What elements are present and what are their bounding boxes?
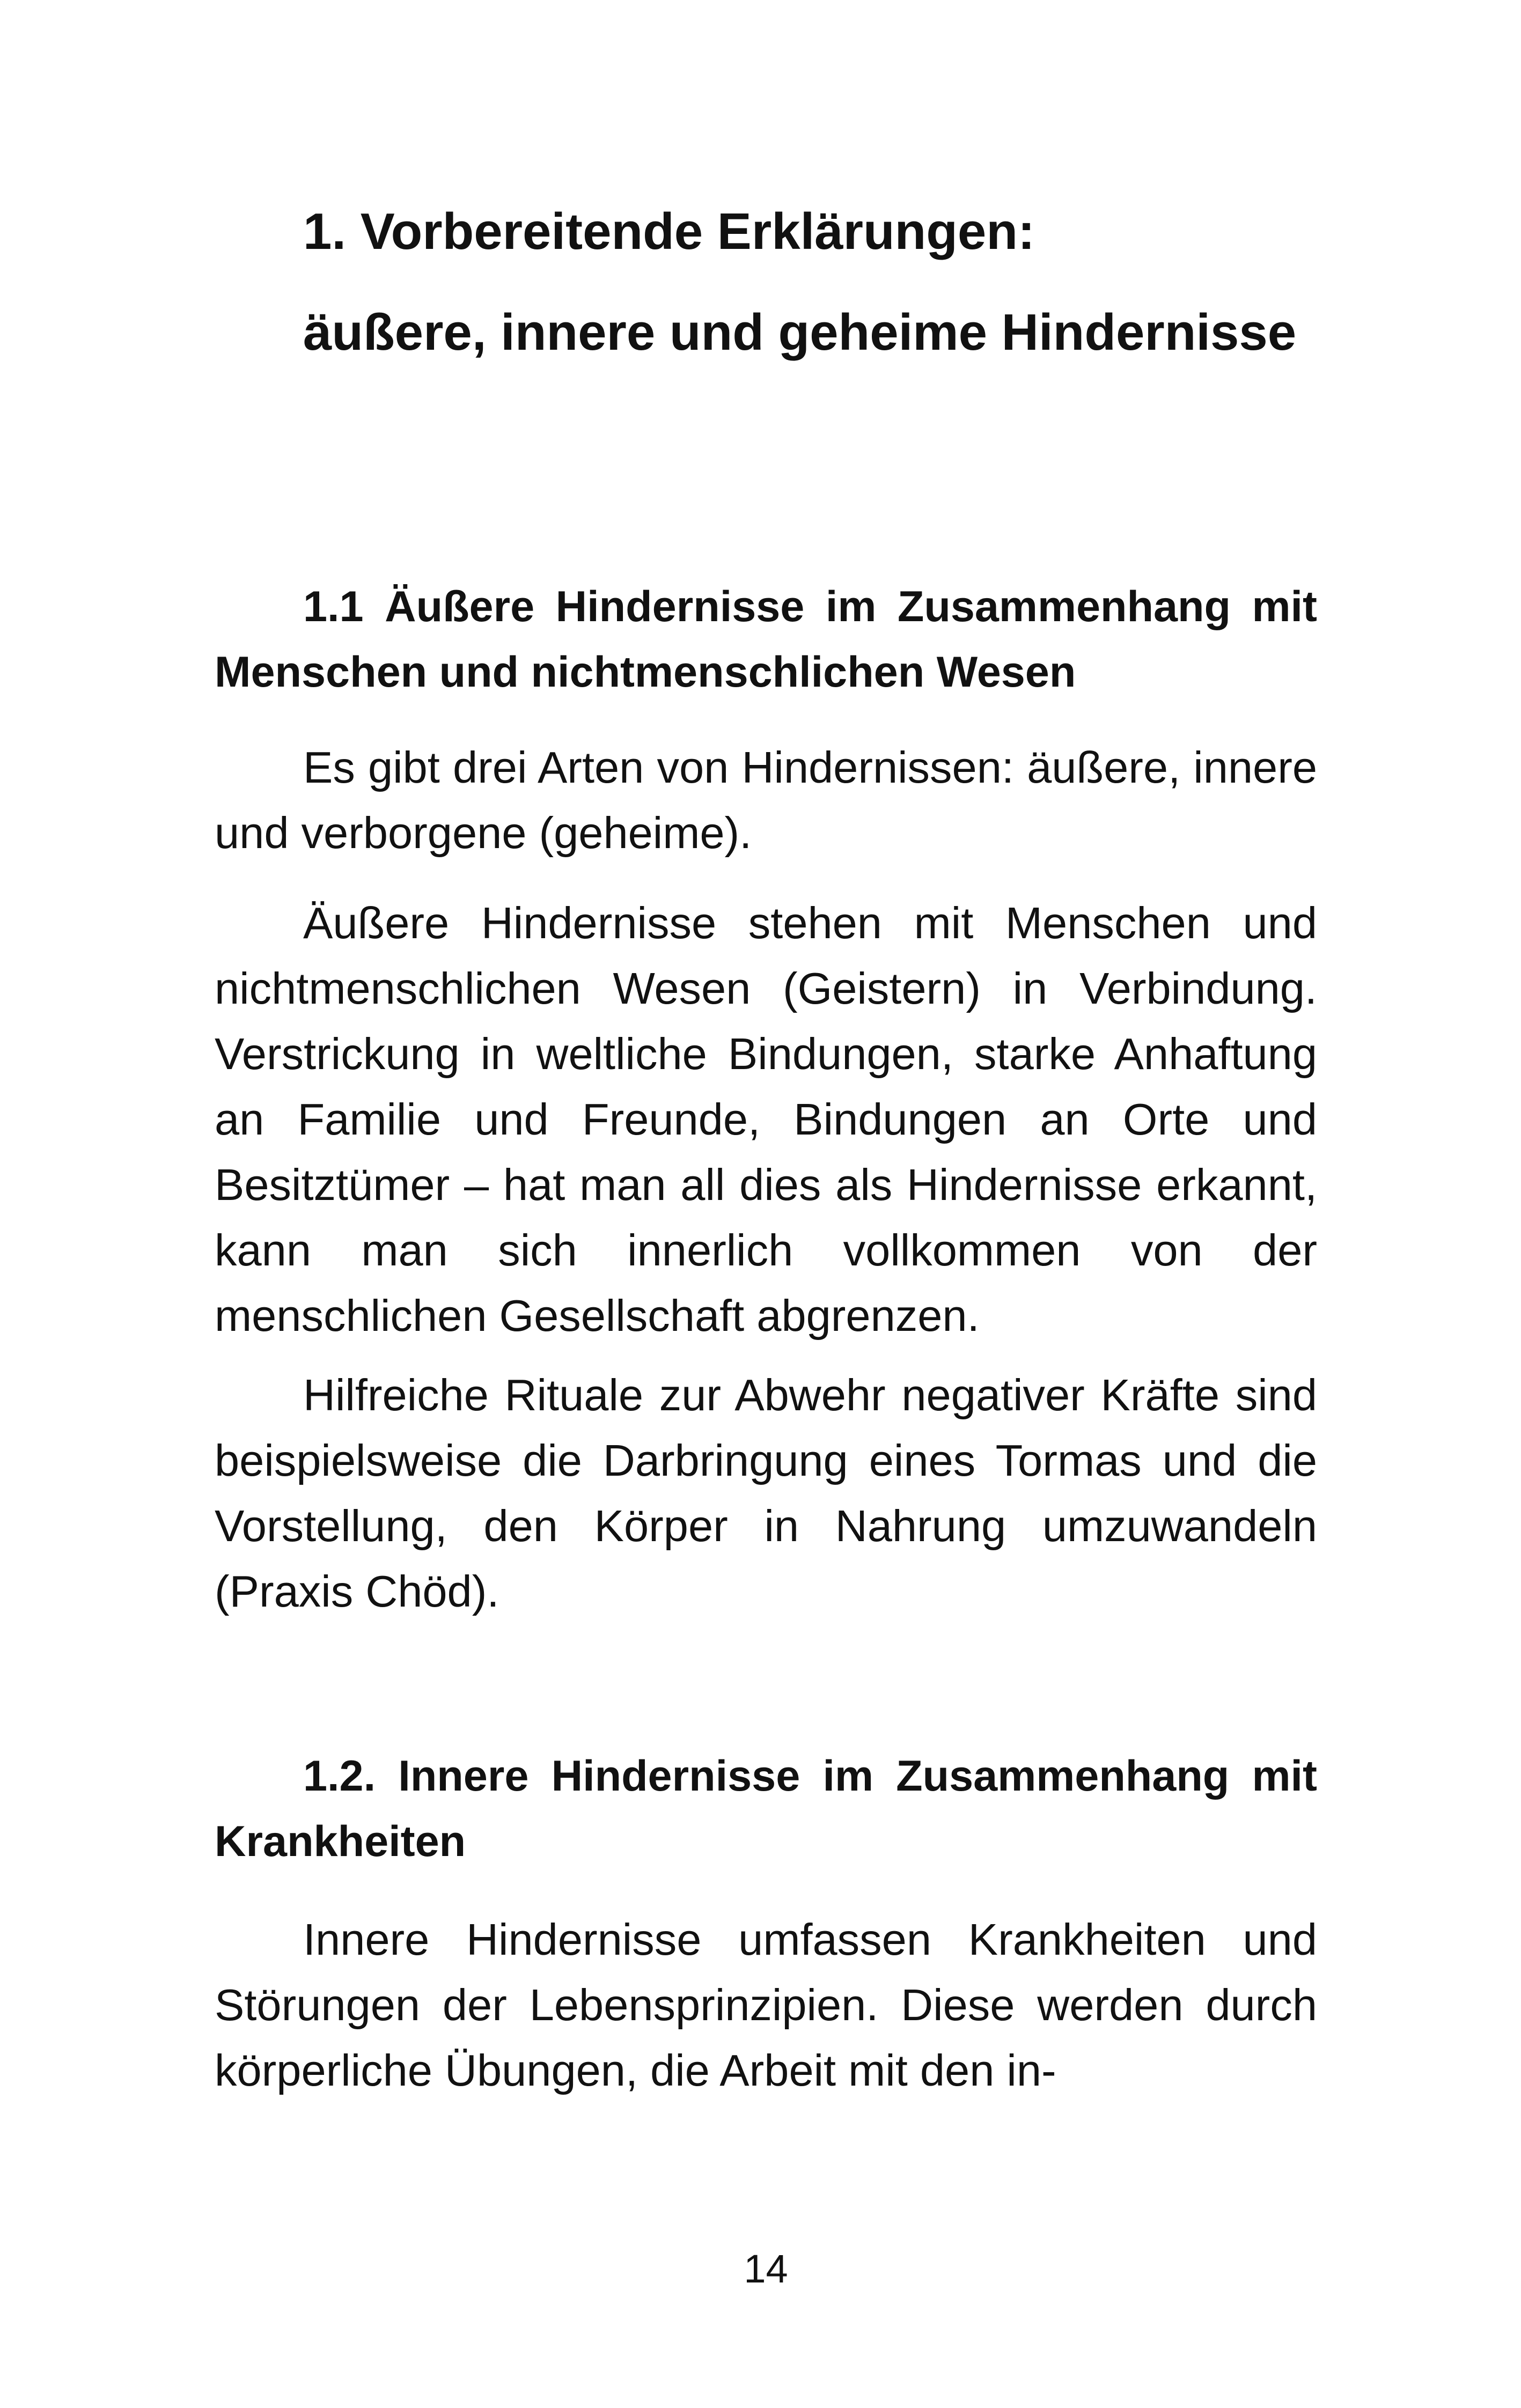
paragraph: Hilfreiche Rituale zur Abwehr negativer Kräfte sind beispielsweise die Darbringung eines Tormas und die Vorstellung, den Körper in Nahrung umzuwandeln (Praxis Chöd). xyxy=(215,1370,1317,1616)
paragraph: Äußere Hindernisse stehen mit Menschen und nichtmenschlichen Wesen (Geistern) in Verbindung. Verstrickung in weltliche Bindungen, starke Anhaftung an Familie und Freunde, Bindungen an Orte und Besitztümer – hat man all dies als Hindernisse erkannt, kann man sich innerlich vollkommen von der menschlichen Gesellschaft abgrenzen. xyxy=(215,898,1317,1341)
paragraph: Es gibt drei Arten von Hindernissen: äußere, innere und verborgene (geheime). xyxy=(215,742,1317,858)
book-page xyxy=(215,0,1317,2408)
paragraph: Innere Hindernisse umfassen Krankheiten und Störungen der Lebensprinzipien. Diese werden durch körperliche Übungen, die Arbeit mit den in- xyxy=(215,1914,1317,2095)
section-heading-1-1: 1.1 Äußere Hindernisse im Zusammenhang mit Menschen und nichtmenschlichen Wesen xyxy=(215,583,1317,696)
chapter-title: 1. Vorbereitende Erklärungen: xyxy=(303,203,1035,260)
section-heading-1-2: 1.2. Innere Hindernisse im Zusammenhang mit Krankheiten xyxy=(215,1752,1317,1866)
chapter-subtitle: äußere, innere und geheime Hindernisse xyxy=(303,304,1297,361)
page-number: 14 xyxy=(744,2247,788,2291)
